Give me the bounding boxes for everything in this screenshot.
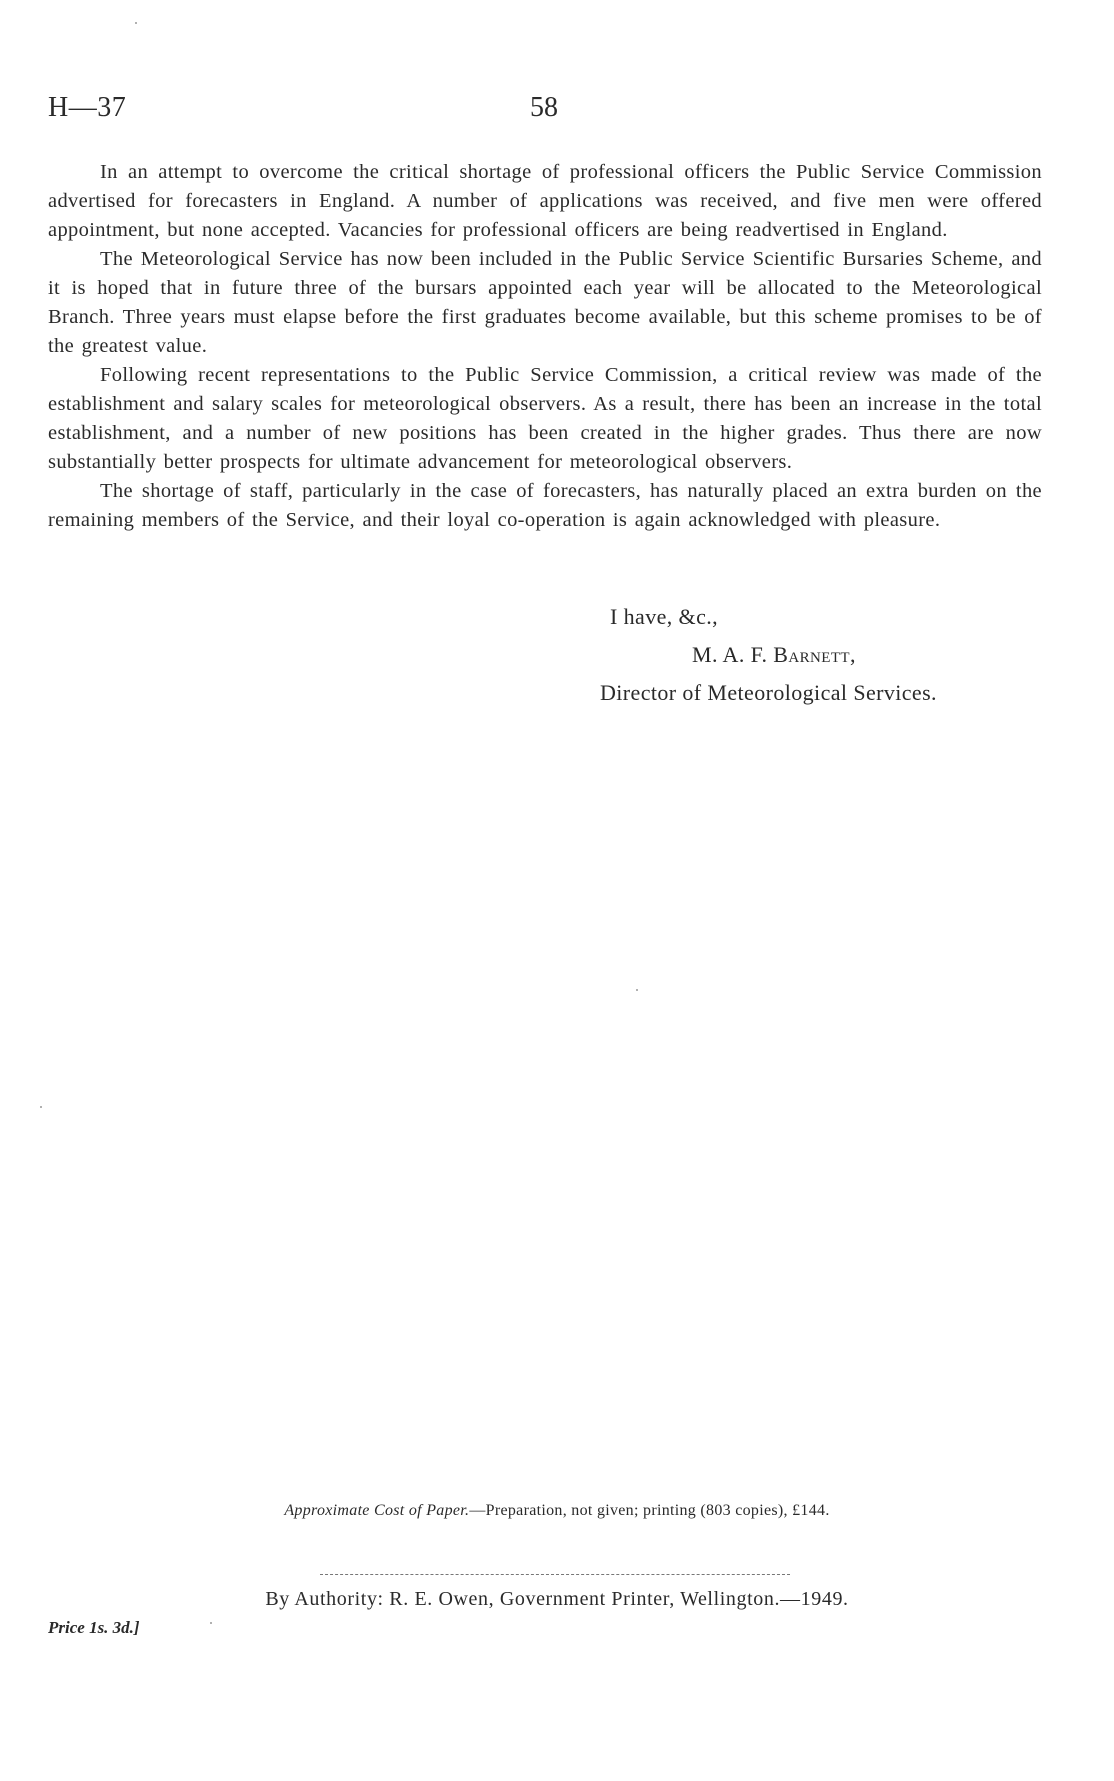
paper-speck bbox=[40, 1106, 42, 1108]
paragraph: The shortage of staff, particularly in the case of forecasters, has naturally placed an extra burden on the remaining members of the Service, and their loyal co-operation is again acknowledged with pleasure. bbox=[48, 480, 1042, 531]
closing-line: I have, &c., bbox=[610, 604, 719, 629]
paper-speck bbox=[636, 989, 638, 991]
page-number: 58 bbox=[530, 92, 558, 123]
paper-speck bbox=[210, 1622, 212, 1624]
paragraph: In an attempt to overcome the critical shortage of professional officers the Public Service Commission advertised for forecasters in England. A number of applications was received, and five men were offered appointment, but none accepted. Vacancies for professional officers are being readvertised in England. bbox=[48, 161, 1042, 241]
price-note: Price 1s. 3d.] bbox=[48, 1618, 140, 1637]
body-text bbox=[48, 158, 1042, 535]
printer-authority: By Authority: R. E. Owen, Government Printer, Wellington.—1949. bbox=[265, 1588, 849, 1610]
signatory-name: M. A. F. Barnett, bbox=[692, 642, 856, 667]
paragraph: The Meteorological Service has now been included in the Public Service Scientific Bursaries Scheme, and it is hoped that in future three of the bursars appointed each year will be allocated to the Meteorological Branch. Three years must elapse before the first graduates become available, but this scheme promises to be of the greatest value. bbox=[48, 248, 1042, 357]
signatory-title: Director of Meteorological Services. bbox=[600, 680, 937, 705]
paper-speck bbox=[135, 22, 137, 24]
cost-text: —Preparation, not given; printing (803 copies), £144. bbox=[469, 1502, 830, 1519]
footer-divider bbox=[320, 1574, 790, 1575]
paragraph: Following recent representations to the Public Service Commission, a critical review was made of the establishment and salary scales for meteorological observers. As a result, there has been an increase in the total establishment, and a number of new positions has been created in the higher grades. Thus there are now substantially better prospects for ultimate advancement for meteorological observers. bbox=[48, 364, 1042, 473]
cost-note bbox=[0, 1502, 1114, 1520]
document-reference: H—37 bbox=[48, 92, 127, 123]
cost-label: Approximate Cost of Paper. bbox=[284, 1502, 470, 1519]
